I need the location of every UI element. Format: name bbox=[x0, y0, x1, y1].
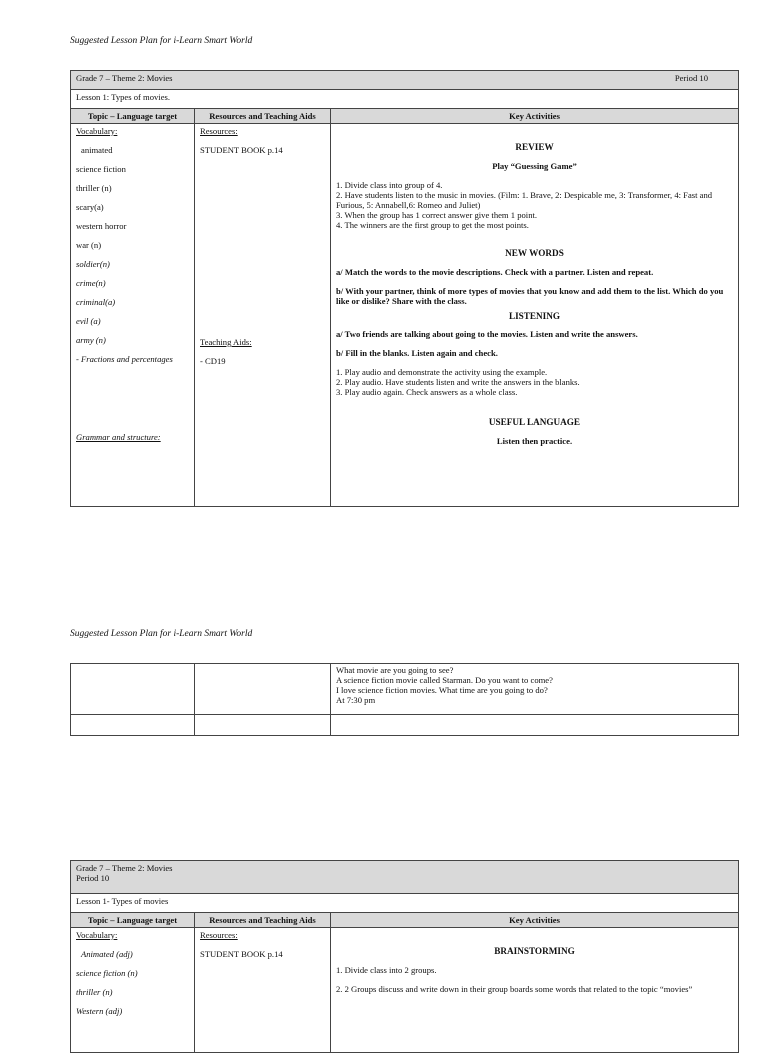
dialogue-line: What movie are you going to see? bbox=[336, 665, 454, 675]
lesson-plan-table-3 bbox=[70, 860, 739, 1053]
vocab-item: soldier(n) bbox=[76, 259, 110, 269]
page-header: Suggested Lesson Plan for i-Learn Smart World bbox=[70, 629, 253, 639]
period: Period 10 bbox=[76, 873, 110, 883]
review-step: 1. Divide class into group of 4. bbox=[336, 180, 443, 190]
listening-a: a/ Two friends are talking about going to the movies. Listen and write the answers. bbox=[336, 329, 638, 339]
period: Period 10 bbox=[674, 73, 708, 83]
empty-cell bbox=[71, 715, 195, 736]
lesson-title: Lesson 1- Types of movies bbox=[71, 894, 739, 913]
vocab-item: western horror bbox=[76, 221, 127, 231]
vocab-item: Animated (adj) bbox=[81, 949, 133, 959]
lesson-row bbox=[71, 90, 739, 109]
grade-theme: Grade 7 – Theme 2: Movies bbox=[76, 863, 173, 873]
vocab-item: scary(a) bbox=[76, 202, 104, 212]
resources-label: Resources: bbox=[200, 930, 238, 940]
vocab-label: Vocabulary: bbox=[76, 930, 118, 940]
vocab-item: science fiction bbox=[76, 164, 126, 174]
vocab-item: crime(n) bbox=[76, 278, 106, 288]
dialogue-line: I love science fiction movies. What time are you going to do? bbox=[336, 685, 548, 695]
empty-cell bbox=[71, 664, 195, 715]
brainstorm-step: 2. 2 Groups discuss and write down in their group boards some words that related to the topic “movies” bbox=[336, 984, 693, 994]
grammar-label: Grammar and structure: bbox=[76, 432, 161, 442]
empty-cell bbox=[195, 664, 331, 715]
activities-cell bbox=[331, 124, 739, 507]
dialogue-row bbox=[71, 664, 739, 715]
resources-value: STUDENT BOOK p.14 bbox=[200, 949, 283, 959]
vocab-item: thriller (n) bbox=[76, 987, 113, 997]
resources-cell bbox=[195, 124, 331, 507]
lesson-plan-table-1 bbox=[70, 70, 739, 507]
section-listening: LISTENING bbox=[508, 311, 561, 321]
resources-cell bbox=[195, 928, 331, 1053]
dialogue-line: At 7:30 pm bbox=[336, 695, 376, 705]
lesson-row bbox=[71, 894, 739, 913]
empty-row bbox=[71, 715, 739, 736]
vocab-item: evil (a) bbox=[76, 316, 101, 326]
game-title: Play “Guessing Game” bbox=[492, 161, 577, 171]
resources-label: Resources: bbox=[200, 126, 238, 136]
column-header-row bbox=[71, 109, 739, 124]
col-header-activities: Key Activities bbox=[331, 109, 739, 124]
review-step: 2. Have students listen to the music in movies. (Film: 1. Brave, 2: Despicable me, 3: Transformer, 4: Fast and Furious, 5: Annabell,6: Romeo and Juliet) bbox=[336, 190, 713, 210]
col-header-resources: Resources and Teaching Aids bbox=[195, 109, 331, 124]
page-header: Suggested Lesson Plan for i-Learn Smart World bbox=[70, 36, 253, 46]
col-header-topic: Topic – Language target bbox=[71, 913, 195, 928]
col-header-topic: Topic – Language target bbox=[71, 109, 195, 124]
listening-step: 3. Play audio again. Check answers as a whole class. bbox=[336, 387, 518, 397]
col-header-resources: Resources and Teaching Aids bbox=[195, 913, 331, 928]
empty-cell bbox=[195, 715, 331, 736]
listening-b: b/ Fill in the blanks. Listen again and check. bbox=[336, 348, 498, 358]
col-header-activities: Key Activities bbox=[331, 913, 739, 928]
vocab-item: army (n) bbox=[76, 335, 106, 345]
topic-cell bbox=[71, 124, 195, 507]
vocab-item: Western (adj) bbox=[76, 1006, 123, 1016]
content-row bbox=[71, 928, 739, 1053]
teaching-aids-label: Teaching Aids: bbox=[200, 337, 252, 347]
section-brainstorming: BRAINSTORMING bbox=[494, 946, 575, 956]
grade-row bbox=[71, 71, 739, 90]
section-review: REVIEW bbox=[515, 142, 554, 152]
column-header-row bbox=[71, 913, 739, 928]
vocab-item: war (n) bbox=[76, 240, 102, 250]
lesson-title: Lesson 1: Types of movies. bbox=[71, 90, 739, 109]
vocab-item: criminal(a) bbox=[76, 297, 116, 307]
lesson-plan-table-2 bbox=[70, 663, 739, 736]
section-new-words: NEW WORDS bbox=[505, 248, 564, 258]
new-words-b: b/ With your partner, think of more types of movies that you know and add them to the list. Which do you like or dislike? Share with the class. bbox=[336, 286, 724, 306]
grade-row bbox=[71, 861, 739, 894]
dialogue-cell bbox=[331, 664, 739, 715]
empty-cell bbox=[331, 715, 739, 736]
resources-value: STUDENT BOOK p.14 bbox=[200, 145, 283, 155]
practice-note: Listen then practice. bbox=[496, 436, 573, 446]
vocab-item: animated bbox=[81, 145, 113, 155]
content-row bbox=[71, 124, 739, 507]
review-step: 4. The winners are the first group to get the most points. bbox=[336, 220, 529, 230]
brainstorm-step: 1. Divide class into 2 groups. bbox=[336, 965, 437, 975]
new-words-a: a/ Match the words to the movie descriptions. Check with a partner. Listen and repeat. bbox=[336, 267, 654, 277]
grade-theme: Grade 7 – Theme 2: Movies bbox=[76, 73, 173, 83]
vocab-item: - Fractions and percentages bbox=[76, 354, 173, 364]
dialogue-line: A science fiction movie called Starman. Do you want to come? bbox=[336, 675, 553, 685]
vocab-label: Vocabulary: bbox=[76, 126, 118, 136]
vocab-item: thriller (n) bbox=[76, 183, 112, 193]
listening-step: 2. Play audio. Have students listen and write the answers in the blanks. bbox=[336, 377, 580, 387]
topic-cell bbox=[71, 928, 195, 1053]
activities-cell bbox=[331, 928, 739, 1053]
listening-step: 1. Play audio and demonstrate the activity using the example. bbox=[336, 367, 548, 377]
review-step: 3. When the group has 1 correct answer give them 1 point. bbox=[336, 210, 538, 220]
teaching-aids-value: - CD19 bbox=[200, 356, 226, 366]
section-useful-language: USEFUL LANGUAGE bbox=[488, 417, 581, 427]
vocab-item: science fiction (n) bbox=[76, 968, 138, 978]
